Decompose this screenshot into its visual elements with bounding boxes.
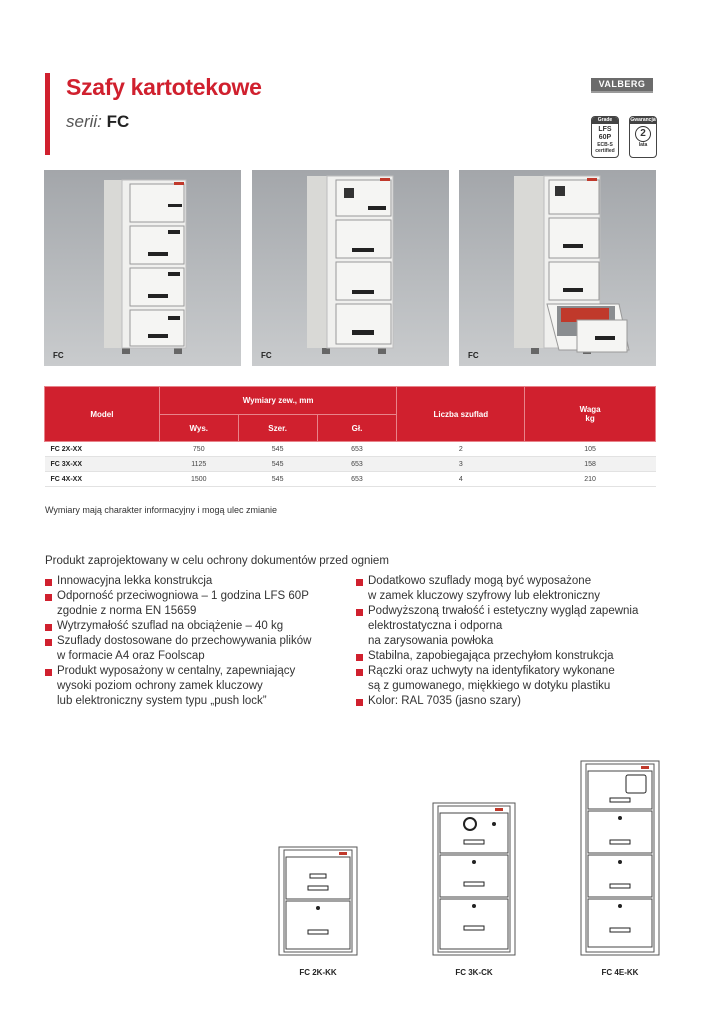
product-photo-fc-4-drawer	[44, 170, 241, 366]
cell-model: FC 3X-XX	[45, 457, 160, 472]
warranty-word: lata	[638, 142, 648, 148]
th-width: Szer.	[238, 415, 317, 442]
th-model: Model	[45, 387, 160, 442]
th-weight	[525, 387, 656, 442]
drawing-fc-4e-kk	[580, 760, 660, 956]
cell-drawers: 4	[397, 472, 525, 487]
drawing-label: FC 3K-CK	[455, 968, 493, 977]
dimensions-note: Wymiary mają charakter informacyjny i mogą ulec zmianie	[45, 505, 277, 515]
feature-item: Dodatkowo szuflady mogą być wyposażone w zamek kluczowy szyfrowy lub elektroniczny	[356, 574, 676, 604]
feature-item: Szuflady dostosowane do przechowywania plików w formacie A4 oraz Foolscap	[45, 634, 350, 664]
cell-height: 1500	[159, 472, 238, 487]
th-weight-label: Waga	[579, 405, 601, 414]
features-left-column	[45, 574, 350, 709]
cell-weight: 105	[525, 442, 656, 457]
cell-drawers: 3	[397, 457, 525, 472]
feature-item: Kolor: RAL 7035 (jasno szary)	[356, 694, 676, 709]
th-weight-unit: kg	[585, 414, 595, 423]
cell-model: FC 2X-XX	[45, 442, 160, 457]
title-accent-bar	[45, 73, 50, 155]
dimensions-table	[44, 386, 656, 487]
cabinet-illustration	[44, 170, 241, 366]
grade-badge-line2: 60P	[598, 134, 612, 141]
photo-label: FC	[261, 351, 272, 360]
brand-logo: VALBERG	[591, 78, 653, 91]
drawing-label: FC 4E-KK	[601, 968, 639, 977]
drawing-fc-3k-ck	[432, 802, 516, 956]
product-photo-fc-open-drawer	[459, 170, 656, 366]
th-height: Wys.	[159, 415, 238, 442]
cell-depth: 653	[317, 472, 397, 487]
cell-drawers: 2	[397, 442, 525, 457]
feature-item: Stabilna, zapobiegająca przechyłom konstrukcja	[356, 649, 676, 664]
warranty-badge-cap: Gwarancja	[630, 117, 656, 123]
product-photo-fc-electronic-lock	[252, 170, 449, 366]
series-subtitle	[66, 112, 129, 132]
table-row	[45, 442, 656, 457]
th-depth: Gł.	[317, 415, 397, 442]
feature-item: Produkt wyposażony w centalny, zapewniający wysoki poziom ochrony zamek kluczowy lub elektroniczny system typu „push lock”	[45, 664, 350, 709]
cabinet-illustration	[252, 170, 449, 366]
cell-depth: 653	[317, 457, 397, 472]
series-name: FC	[106, 112, 130, 131]
th-dimensions: Wymiary zew., mm	[159, 387, 397, 415]
cell-width: 545	[238, 442, 317, 457]
series-prefix: serii:	[66, 112, 102, 131]
lfs-grade-badge	[591, 116, 619, 158]
cell-weight: 158	[525, 457, 656, 472]
brand-logo-underline	[591, 91, 653, 93]
cell-weight: 210	[525, 472, 656, 487]
feature-item: Podwyższoną trwałość i estetyczny wygląd zapewnia elektrostatyczna i odporna na zarysowania powłoka	[356, 604, 676, 649]
drawing-fc-2k-kk	[278, 846, 358, 956]
drawing-label: FC 2K-KK	[299, 968, 337, 977]
grade-badge-line3: ECB-S	[597, 142, 613, 148]
cell-model: FC 4X-XX	[45, 472, 160, 487]
feature-item: Wytrzymałość szuflad na obciążenie – 40 kg	[45, 619, 350, 634]
description-intro: Produkt zaprojektowany w celu ochrony dokumentów przed ogniem	[45, 555, 389, 567]
grade-badge-line4: certified	[595, 148, 615, 154]
table-row	[45, 457, 656, 472]
cell-depth: 653	[317, 442, 397, 457]
features-right-column	[356, 574, 676, 709]
warranty-years: 2	[635, 126, 651, 142]
cell-height: 1125	[159, 457, 238, 472]
cell-height: 750	[159, 442, 238, 457]
grade-badge-line1: LFS	[598, 126, 612, 133]
photo-label: FC	[53, 351, 64, 360]
cell-width: 545	[238, 472, 317, 487]
cabinet-illustration	[459, 170, 656, 366]
page-title: Szafy kartotekowe	[66, 74, 262, 100]
table-row	[45, 472, 656, 487]
photo-label: FC	[468, 351, 479, 360]
cell-width: 545	[238, 457, 317, 472]
warranty-badge	[629, 116, 657, 158]
feature-item: Odporność przeciwogniowa – 1 godzina LFS 60P zgodnie z norma EN 15659	[45, 589, 350, 619]
th-drawers: Liczba szuflad	[397, 387, 525, 442]
feature-item: Rączki oraz uchwyty na identyfikatory wykonane są z gumowanego, miękkiego w dotyku plastiku	[356, 664, 676, 694]
grade-badge-cap: Grade	[592, 117, 618, 124]
feature-item: Innowacyjna lekka konstrukcja	[45, 574, 350, 589]
